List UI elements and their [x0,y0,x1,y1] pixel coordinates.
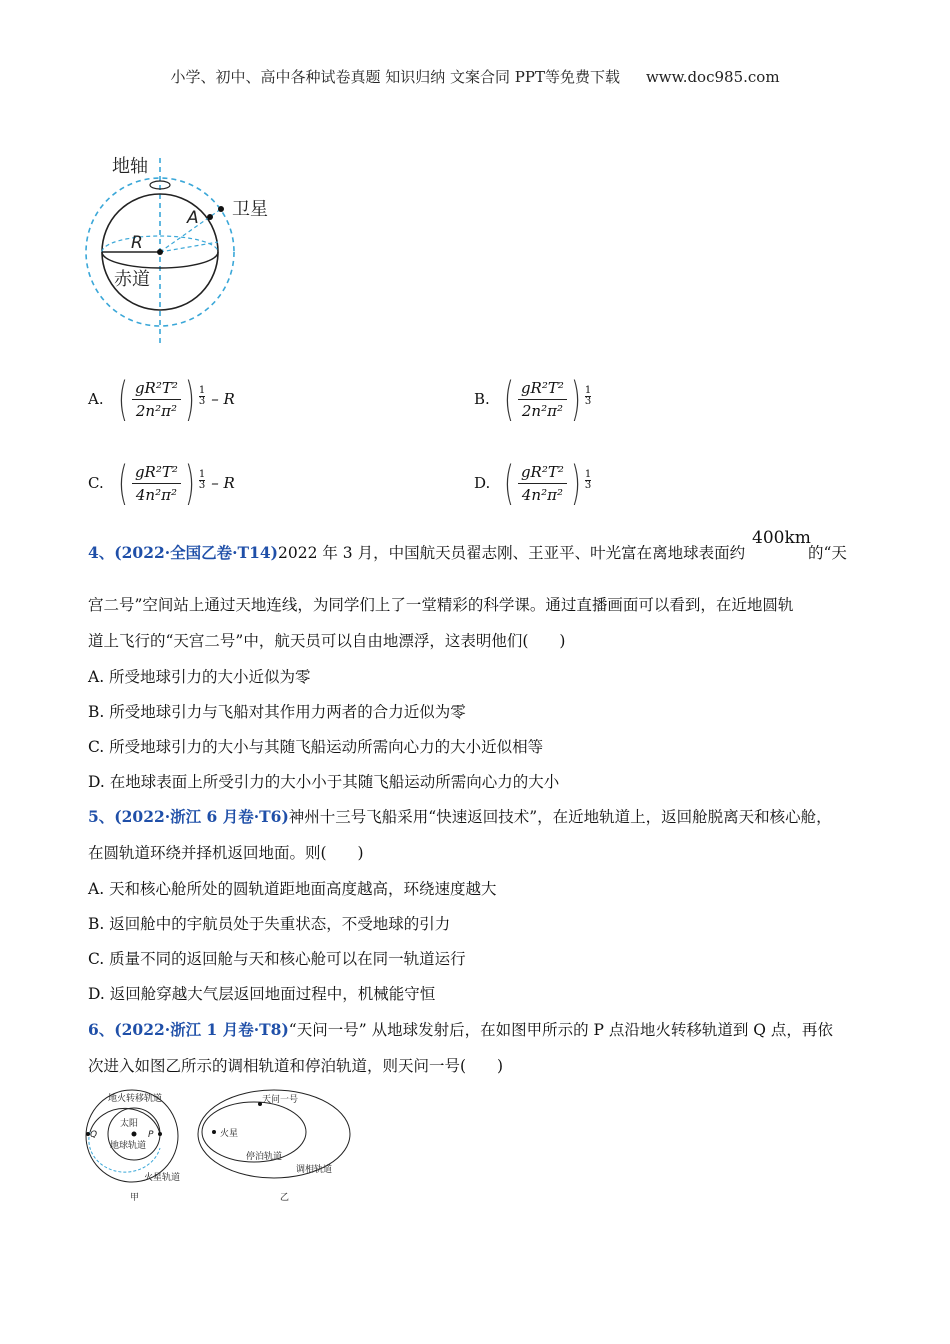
mars-orbit-label: 火星轨道 [144,1173,181,1183]
q4-text-a: 2022 年 3 月，中国航天员翟志刚、王亚平、叶光富在离地球表面约 [278,544,746,562]
satellite-dot [218,206,224,212]
option-tail: – R [211,390,235,408]
option-letter: C. [88,474,104,492]
q3-option-a[interactable]: A. ( $\frac{\text{gR²T²}}{\text{2n²π²}}$ ) 1 3 – R [88,372,235,426]
header-text: 小学、初中、高中各种试卷真题 知识归纳 文案合同 PPT等免费下载 [170,68,620,86]
figure-yi [196,1088,366,1208]
q-label: Q [90,1130,98,1140]
q4-option-a[interactable]: A. 所受地球引力的大小近似为零 [88,668,311,686]
page-header [0,66,950,87]
q6-line1 [88,1019,833,1041]
q4-number: 4、(2022·全国乙卷·T14) [88,543,278,562]
q5-text: 神州十三号飞船采用“快速返回技术”，在近地轨道上，返回舱脱离天和核心舱， [288,808,832,826]
transfer-orbit-label: 地火转移轨道 [108,1094,163,1104]
q6-line2: 次进入如图乙所示的调相轨道和停泊轨道，则天问一号( ) [88,1057,504,1075]
sun-label: 太阳 [120,1119,139,1129]
phasing-orbit-label: 调相轨道 [296,1165,333,1175]
q4-option-d[interactable]: D. 在地球表面上所受引力的大小小于其随飞船运动所需向心力的大小 [88,773,560,791]
q4-option-b[interactable]: B. 所受地球引力与飞船对其作用力两者的合力近似为零 [88,703,466,721]
p-dot [158,1132,162,1136]
option-exponent: 1 3 [584,468,592,491]
satellite-label: 卫星 [232,199,268,220]
p-label: P [148,1130,154,1140]
equator-label: 赤道 [114,269,150,290]
q3-option-c[interactable]: C. ( $\frac{\text{gR²T²}}{\text{4n²π²}}$ ) 1 3 – R [88,456,235,510]
q4-option-c[interactable]: C. 所受地球引力的大小与其随飞船运动所需向心力的大小近似相等 [88,738,544,756]
option-tail: – R [211,474,235,492]
option-fraction: $\frac{\text{gR²T²}}{\text{2n²π²}}$ [132,379,181,420]
option-fraction: $\frac{\text{gR²T²}}{\text{2n²π²}}$ [518,379,567,420]
parking-orbit-label: 停泊轨道 [246,1152,283,1162]
header-site: www.doc985.com [645,68,780,86]
q6-text: “天问一号” 从地球发射后，在如图甲所示的 P 点沿地火转移轨道到 Q 点，再依 [288,1021,833,1039]
option-exponent: 1 3 [198,468,206,491]
q3-option-b[interactable]: B. ( $\frac{\text{gR²T²}}{\text{2n²π²}}$ ) 1 3 [474,372,592,426]
radius-label: R [131,233,143,253]
point-a-dot [207,214,213,220]
earth-orbit-label: 地球轨道 [110,1141,147,1151]
option-exponent: 1 3 [198,384,206,407]
option-letter: B. [474,390,490,408]
q3-option-d[interactable]: D. ( $\frac{\text{gR²T²}}{\text{4n²π²}}$ ) 1 3 [474,456,592,510]
q4-line3: 道上飞行的“天宫二号”中，航天员可以自由地漂浮，这表明他们( ) [88,632,566,650]
sun-dot [132,1132,137,1137]
point-a-label: A [187,208,199,228]
earth-center-dot [157,249,163,255]
q5-line1 [88,806,832,828]
option-exponent: 1 3 [584,384,592,407]
q5-option-d[interactable]: D. 返回舱穿越大气层返回地面过程中，机械能守恒 [88,985,436,1003]
tianwen-label: 天问一号 [262,1095,299,1105]
earth-satellite-figure [84,148,268,348]
q4-line1 [88,542,745,564]
q5-line2: 在圆轨道环绕并择机返回地面。则( ) [88,844,364,862]
figure-yi-caption: 乙 [280,1193,290,1203]
mars-dot [212,1130,216,1134]
q5-number: 5、(2022·浙江 6 月卷·T6) [88,807,289,826]
q6-number: 6、(2022·浙江 1 月卷·T8) [88,1020,289,1039]
figure-jia [82,1088,192,1208]
q5-option-b[interactable]: B. 返回舱中的宇航员处于失重状态，不受地球的引力 [88,915,451,933]
q4-line2: 宫二号”空间站上通过天地连线，为同学们上了一堂精彩的科学课。通过直播画面可以看到，在近地圆轨 [88,596,794,614]
q4-unit: 400km [752,528,811,548]
figure-jia-caption: 甲 [130,1193,140,1203]
latitude-line [160,242,218,252]
q5-option-a[interactable]: A. 天和核心舱所处的圆轨道距地面高度越高，环绕速度越大 [88,880,497,898]
mars-label: 火星 [220,1129,239,1139]
option-fraction: $\frac{\text{gR²T²}}{\text{4n²π²}}$ [132,463,181,504]
option-fraction: $\frac{\text{gR²T²}}{\text{4n²π²}}$ [518,463,567,504]
option-letter: A. [88,390,104,408]
q5-option-c[interactable]: C. 质量不同的返回舱与天和核心舱可以在同一轨道运行 [88,950,466,968]
axis-label: 地轴 [112,156,148,177]
q4-text-b: 的“天 [808,544,847,562]
option-letter: D. [474,474,491,492]
